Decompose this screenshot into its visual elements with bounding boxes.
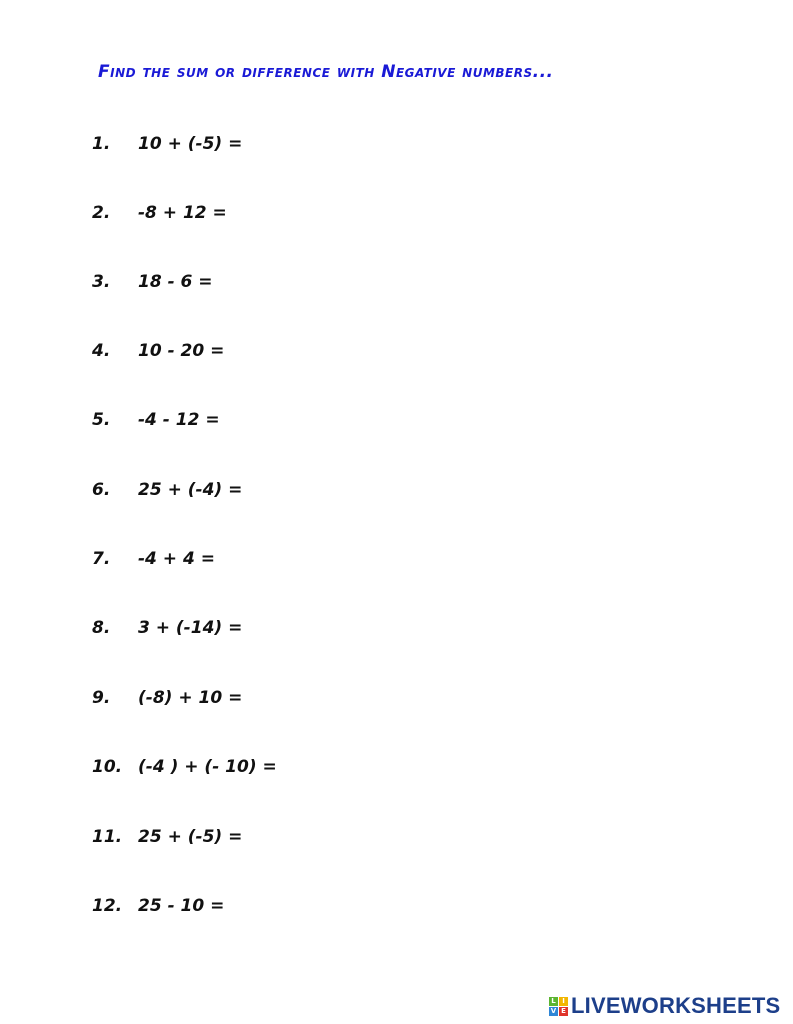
problem-item: [92, 613, 374, 643]
live-blocks-icon: [549, 997, 568, 1016]
logo-block-i: I: [559, 997, 568, 1006]
problem-item: [92, 198, 359, 228]
problem-number: 10.: [92, 757, 123, 777]
problem-item: [92, 405, 352, 435]
answer-input[interactable]: [250, 132, 374, 156]
problem-expression: -4 + 4 =: [138, 549, 215, 569]
problem-expression: 3 + (-14) =: [138, 618, 243, 638]
problem-number: 12.: [92, 896, 123, 916]
answer-input[interactable]: [221, 270, 345, 294]
problem-expression: (-8) + 10 =: [138, 688, 243, 708]
problem-number: 5.: [92, 410, 111, 430]
answer-input[interactable]: [232, 894, 356, 918]
problem-item: [92, 822, 374, 852]
logo-block-v: V: [550, 1006, 557, 1015]
answer-input[interactable]: [250, 478, 374, 502]
problem-number: 2.: [92, 203, 111, 223]
problem-number: 7.: [92, 549, 111, 569]
problem-expression: 10 - 20 =: [138, 341, 225, 361]
problem-expression: 10 + (-5) =: [138, 134, 243, 154]
liveworksheets-logo: [549, 995, 780, 1017]
problem-item: [92, 129, 374, 159]
problem-item: [92, 336, 356, 366]
logo-block-l: L: [549, 997, 558, 1006]
problem-expression: 18 - 6 =: [138, 272, 213, 292]
answer-input[interactable]: [250, 825, 374, 849]
problem-number: 1.: [92, 134, 111, 154]
answer-input[interactable]: [250, 616, 374, 640]
problem-number: 9.: [92, 688, 111, 708]
problem-expression: 25 + (-4) =: [138, 480, 243, 500]
logo-text: LIVEWORKSHEETS: [571, 993, 781, 1018]
problem-number: 6.: [92, 480, 111, 500]
problem-expression: (-4 ) + (- 10) =: [138, 757, 277, 777]
problem-number: 11.: [92, 827, 123, 847]
problem-item: [92, 544, 347, 574]
problem-item: [92, 752, 409, 782]
answer-input[interactable]: [285, 755, 409, 779]
answer-input[interactable]: [250, 686, 374, 710]
problem-expression: 25 + (-5) =: [138, 827, 243, 847]
problem-number: 4.: [92, 341, 111, 361]
answer-input[interactable]: [235, 201, 359, 225]
answer-input[interactable]: [232, 339, 356, 363]
logo-block-e: E: [559, 1007, 568, 1016]
problem-expression: -8 + 12 =: [138, 203, 227, 223]
problem-item: [92, 891, 356, 921]
problem-number: 3.: [92, 272, 111, 292]
problem-item: [92, 267, 345, 297]
problem-item: [92, 683, 374, 713]
problem-expression: 25 - 10 =: [138, 896, 225, 916]
worksheet-title: Find the sum or difference with Negative numbers...: [98, 62, 554, 82]
problem-item: [92, 475, 374, 505]
answer-input[interactable]: [228, 408, 352, 432]
answer-input[interactable]: [223, 547, 347, 571]
problem-expression: -4 - 12 =: [138, 410, 220, 430]
problem-number: 8.: [92, 618, 111, 638]
